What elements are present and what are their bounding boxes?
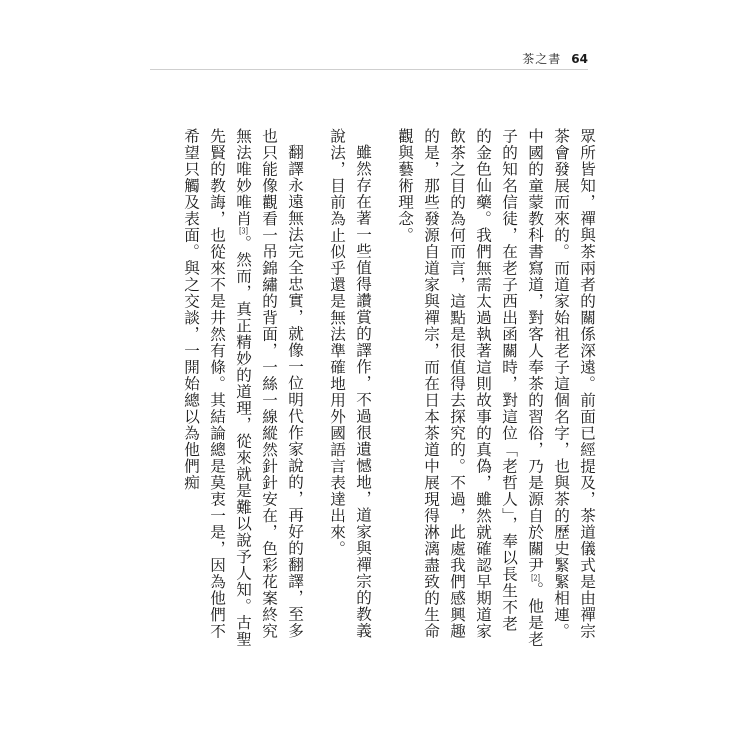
paragraph-3 xyxy=(178,128,308,648)
paragraph-2-text: 雖然存在著一些值得讚賞的譯作，不過很遺憾地，道家與禪宗的教義說法，目前為止似乎還是無法準確地用外國語言表達出來。 xyxy=(328,128,372,639)
paragraph-1-text-b: 。他是老子的知名信徒，在老子西出函關時，對這位「老哲人」，奉以長生不老的金色仙藥。我們無需太過執著這則故事的真偽，雖然就確認早期道家飲茶之目的為何而言，這點是很值得去探究的。不過，此處我們感興趣的是，那些發源自道家與禪宗，而在日本茶道中展現得淋漓盡致的生命觀與藝術理念。 xyxy=(396,128,544,648)
vertical-text-body xyxy=(160,128,600,648)
running-head xyxy=(522,50,588,67)
paragraph-1-text-a: 眾所皆知，禪與茶兩者的關係深遠。前面已經提及，茶道儀式是由禪宗茶會發展而來的。而道家始祖老子這個名字，也與茶的歷史緊緊相連。中國的童蒙教科書寫道，對客人奉茶的習俗，乃是源自於關尹 xyxy=(526,128,596,640)
footnote-marker-3: [3] xyxy=(239,227,248,235)
footnote-marker-2: [2] xyxy=(531,573,540,582)
header-rule xyxy=(150,69,588,70)
page-number: 64 xyxy=(571,52,588,66)
paragraph-1 xyxy=(392,128,600,648)
book-title: 茶之書 xyxy=(522,52,562,66)
paragraph-3-text-a: 翻譯永遠無法完全忠實，就像一位明代作家說的，再好的翻譯，至多也只能像觀看一吊錦繡的背面，一絲一線縱然針針安在，色彩花案終究無法唯妙唯肖 xyxy=(234,128,304,640)
paragraph-2 xyxy=(324,128,376,648)
paragraph-3-text-b: 。然而，真正精妙的道理，從來就是難以說予人知。古聖先賢的教誨，也從來不是井然有條。其結論總是莫衷一是，因為他們不希望只觸及表面。與之交談，一開始總以為他們痴 xyxy=(182,128,252,648)
